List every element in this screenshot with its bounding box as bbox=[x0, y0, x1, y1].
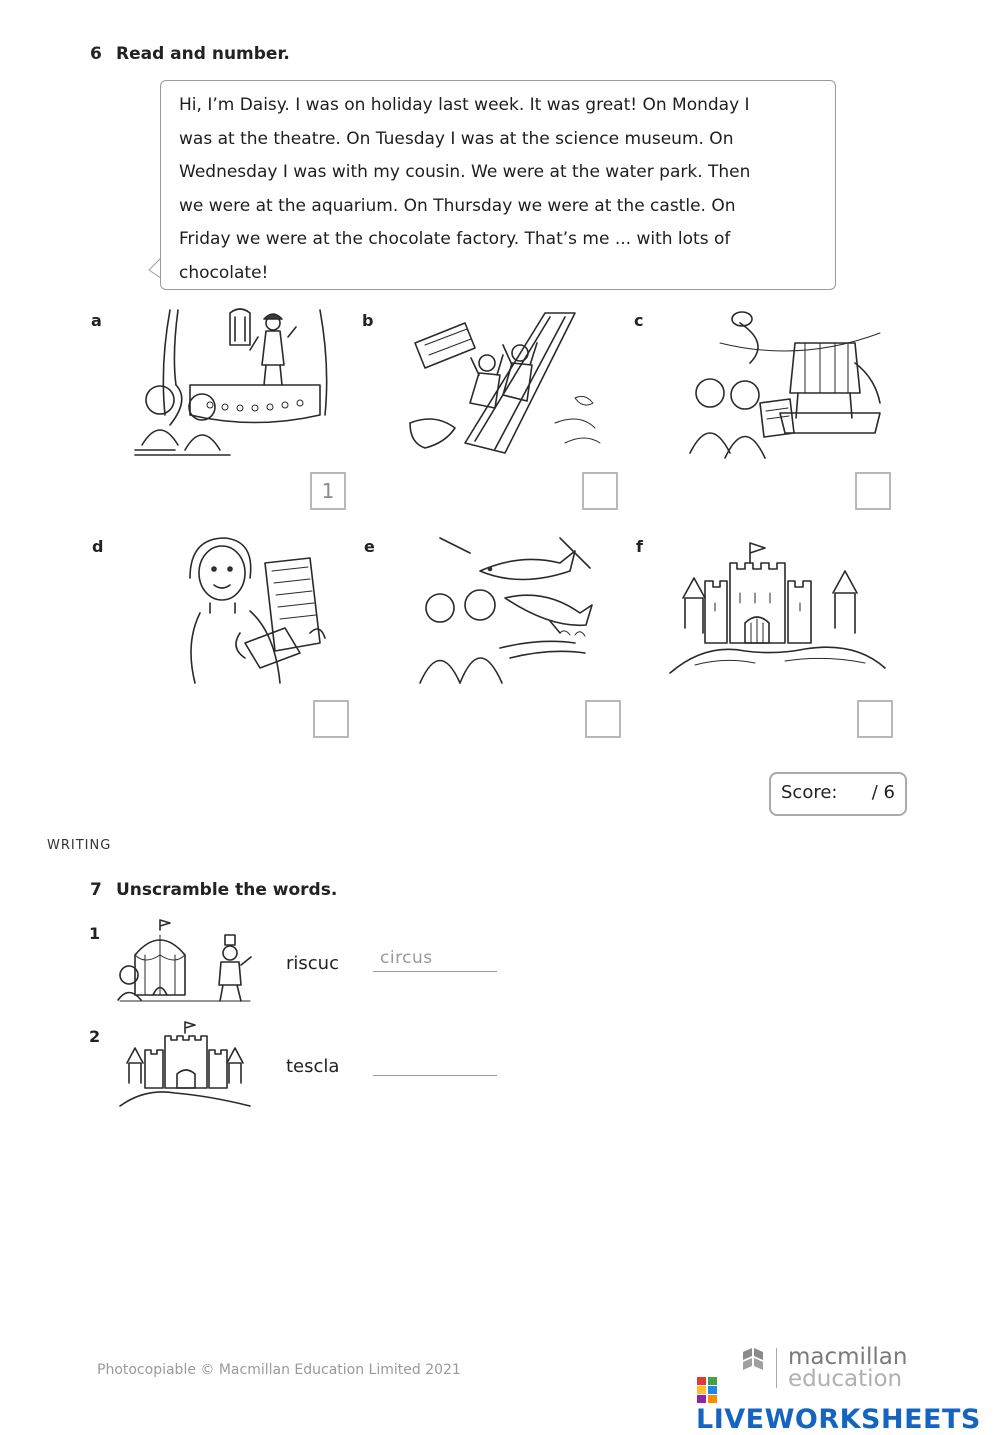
water-park-illustration bbox=[405, 303, 605, 463]
answer-box-e[interactable] bbox=[585, 700, 621, 738]
story-line: Friday we were at the chocolate factory. That’s me ... with lots of bbox=[179, 229, 731, 249]
publisher-line-2: education bbox=[788, 1366, 903, 1392]
picture-letter-f: f bbox=[636, 537, 643, 556]
science-museum-illustration bbox=[680, 303, 890, 463]
answer-line-1[interactable]: circus bbox=[373, 948, 497, 972]
macmillan-logo-icon bbox=[742, 1346, 764, 1370]
picture-letter-d: d bbox=[92, 537, 104, 556]
publisher-line-1: macmillan bbox=[788, 1344, 908, 1370]
exercise-6-heading bbox=[90, 44, 290, 64]
picture-letter-a: a bbox=[91, 311, 102, 330]
story-line: Wednesday I was with my cousin. We were at the water park. Then bbox=[179, 162, 751, 182]
circus-illustration bbox=[115, 915, 255, 1003]
castle-illustration bbox=[665, 533, 890, 688]
story-line: we were at the aquarium. On Thursday we were at the castle. On bbox=[179, 195, 736, 216]
exercise-number: 6 bbox=[90, 44, 102, 64]
chocolate-illustration bbox=[180, 533, 340, 688]
answer-line-2[interactable] bbox=[373, 1052, 497, 1076]
exercise-number: 7 bbox=[90, 880, 102, 900]
story-line: chocolate! bbox=[179, 262, 269, 283]
answer-box-c[interactable] bbox=[855, 472, 891, 510]
copyright-footer: Photocopiable © Macmillan Education Limited 2021 bbox=[97, 1362, 461, 1378]
liveworksheets-watermark bbox=[696, 1376, 1000, 1435]
item-number-1: 1 bbox=[89, 924, 101, 943]
scrambled-word-2: tescla bbox=[286, 1056, 340, 1077]
theatre-illustration bbox=[130, 305, 340, 463]
exercise-title: Read and number. bbox=[116, 44, 290, 64]
score-box bbox=[769, 772, 907, 816]
section-label-writing: WRITING bbox=[47, 838, 112, 853]
score-label: Score: bbox=[781, 782, 838, 803]
answer-box-b[interactable] bbox=[582, 472, 618, 510]
answer-box-f[interactable] bbox=[857, 700, 893, 738]
answer-box-d[interactable] bbox=[313, 700, 349, 738]
story-speech-bubble bbox=[160, 80, 836, 290]
castle-small-illustration bbox=[115, 1018, 255, 1110]
aquarium-illustration bbox=[410, 533, 595, 688]
exercise-7-heading bbox=[90, 880, 337, 900]
story-line: was at the theatre. On Tuesday I was at the science museum. On bbox=[179, 128, 734, 149]
scrambled-word-1: riscuc bbox=[286, 953, 339, 974]
exercise-title: Unscramble the words. bbox=[116, 880, 338, 900]
picture-letter-c: c bbox=[634, 311, 644, 330]
watermark-text: LIVEWORKSHEETS bbox=[696, 1404, 981, 1435]
picture-letter-e: e bbox=[364, 537, 375, 556]
story-line: Hi, I’m Daisy. I was on holiday last week. It was great! On Monday I bbox=[179, 95, 750, 115]
item-number-2: 2 bbox=[89, 1027, 101, 1046]
liveworksheets-logo-icon bbox=[696, 1376, 718, 1404]
score-total: / 6 bbox=[871, 782, 895, 803]
answer-box-a[interactable]: 1 bbox=[310, 472, 346, 510]
picture-letter-b: b bbox=[362, 311, 374, 330]
